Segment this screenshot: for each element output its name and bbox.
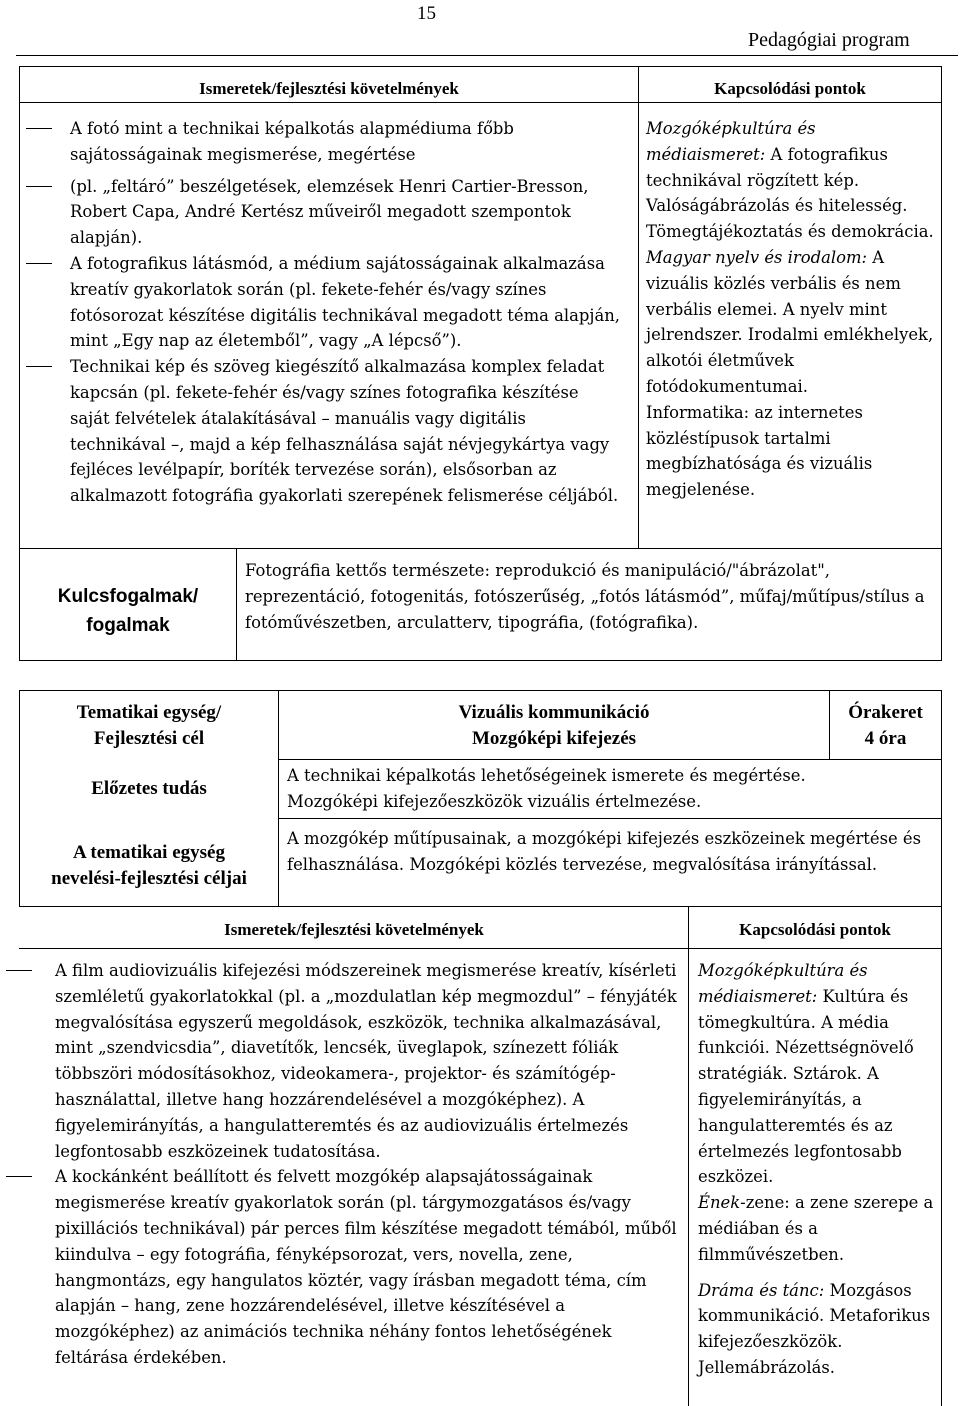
connection-item — [646, 116, 934, 245]
goals-label — [20, 840, 278, 892]
connection-item — [698, 958, 934, 1190]
requirements-title-2: Ismeretek/fejlesztési követelmények — [224, 920, 484, 939]
keywords-label-line: Kulcsfogalmak/ — [57, 586, 199, 607]
requirement-item: A kockánként beállított és felvett mozgókép alapsajátosságainak megismerése kreatív gyakorlatok során (pl. tárgymozgatásos és/vagy pixillációs technikával) pár perces film készítése megadott témából, műből kiindulva – egy fotográfia, fényképsorozat, vers, novella, zene, hangmontázs, egy hangulatos köztér, vagy írásban megadott téma, cím alapján – hang, zene hozzárendelésével, illetve készítésével a mozgóképhez) az animációs technika néhány fontos lehetőségének feltárása érdekében. — [0, 1164, 680, 1370]
connection-text: A fotografikus technikával rögzített kép. Valóságábrázolás és hitelesség. Tömegtájékoztatás és demokrácia. — [646, 144, 934, 242]
page-number: 15 — [417, 3, 436, 24]
prior-text: A technikai képalkotás lehetőségeinek ismerete és megértése. Mozgóképi kifejezőeszközök vizuális értelmezése. — [287, 766, 806, 811]
connections-title: Kapcsolódási pontok — [714, 79, 866, 98]
prior-label: Előzetes tudás — [91, 778, 207, 799]
connection-text: Informatika: az internetes közléstípusok tartalmi megbízhatósága és vizuális megjelenése. — [646, 402, 873, 500]
unit-label — [20, 700, 278, 752]
connections-title-2: Kapcsolódási pontok — [739, 920, 891, 939]
hours-label: Órakeret — [848, 702, 923, 723]
unit-title-line: Mozgóképi kifejezés — [471, 728, 637, 749]
connection-item — [698, 1190, 934, 1267]
unit-label-line: Tematikai egység/ — [76, 702, 222, 723]
header-rule — [16, 55, 958, 56]
keywords-label — [20, 582, 236, 640]
connection-text: -zene: a zene szerepe a médiában és a filmművészetben. — [698, 1193, 934, 1264]
connection-subject: Magyar nyelv és irodalom: — [646, 247, 868, 267]
requirement-item: A fotografikus látásmód, a médium sajátosságainak alkalmazása kreatív gyakorlatok során (pl. fekete-fehér és/vagy színes fotósorozat készítése digitális technikával megadott téma alapján, mint „Egy nap az életemből”, vagy „A lépcső”). — [20, 251, 620, 354]
requirement-item: A fotó mint a technikai képalkotás alapmédiuma főbb sajátosságainak megismerése, megértése — [20, 116, 620, 168]
requirement-item: (pl. „feltáró” beszélgetések, elemzések Henri Cartier-Bresson, Robert Capa, André Kertész műveiről megadott szempontok alapján). — [20, 174, 620, 251]
goals-text: A mozgókép műtípusainak, a mozgóképi kifejezés eszközeinek megértése és felhasználása. Mozgóképi közlés tervezése, megvalósítása irányítással. — [287, 829, 922, 874]
unit-title — [279, 700, 829, 752]
connection-text: A vizuális közlés verbális és nem verbális elemei. A nyelv mint jelrendszer. Irodalmi emlékhelyek, alkotói életművek fotódokumentumai. — [646, 247, 934, 396]
unit-label-line: Fejlesztési cél — [93, 728, 205, 749]
requirements-title: Ismeretek/fejlesztési követelmények — [199, 79, 459, 98]
keywords-label-line: fogalmak — [86, 615, 170, 636]
hours-value: 4 óra — [864, 728, 907, 749]
connection-subject: Mozgóképkultúra és médiaismeret: — [698, 961, 868, 1006]
connection-subject: Dráma és tánc: — [698, 1280, 825, 1300]
requirement-item: Technikai kép és szöveg kiegészítő alkalmazása komplex feladat kapcsán (pl. fekete-fehér és/vagy színes fotografika készítése saját felvételek átalakításával – manuális vagy digitális technikával –, majd a kép felhasználása saját névjegykártya vagy fejléces levélpapír, boríték tervezése során), elsősorban az alkalmazott fotográfia gyakorlati szerepének felismerése céljából. — [20, 354, 620, 509]
connection-item — [646, 400, 934, 503]
connection-subject: Mozgóképkultúra és médiaismeret: — [646, 119, 816, 164]
goals-label-line: A tematikai egység — [73, 842, 225, 863]
connections-cell — [646, 116, 934, 503]
program-title: Pedagógiai program — [748, 29, 910, 51]
connection-item — [698, 1278, 934, 1381]
hours — [830, 700, 941, 752]
connection-item — [646, 245, 934, 400]
connection-text: Mozgásos kommunikáció. Metaforikus kifejezőeszközök. Jellemábrázolás. — [698, 1280, 931, 1377]
requirement-item: A film audiovizuális kifejezési módszereinek megismerése kreatív, kísérleti szemléletű gyakorlatokkal (pl. a „mozdulatlan kép megmozdul” – fényjáték megvalósítása egyszerű megoldások, eszközök, technika alkalmazásával, mint „szendvicsdia”, diavetítők, lencsék, üveglapok, színezett fóliák többszöri módosításokhoz, videokamera-, projektor- és számítógép-használattal, illetve hang hozzárendelésével a mozgóképhez). A figyelemirányítás, a hangulatteremtés és az audiovizuális értelmezés legfontosabb eszközeinek tudatosítása. — [0, 958, 680, 1164]
connection-text: Kultúra és tömegkultúra. A média funkciói. Nézettségnövelő stratégiák. Sztárok. A figyelemirányítás, a hangulatteremtés és az értelmezés legfontosabb eszközei. — [698, 986, 914, 1187]
unit-title-line: Vizuális kommunikáció — [458, 702, 650, 723]
goals-label-line: nevelési-fejlesztési céljai — [51, 868, 247, 889]
requirements-list-2 — [0, 958, 680, 1371]
keywords-text: Fotográfia kettős természete: reprodukció és manipuláció/"ábrázolat", reprezentáció, fotogenitás, fotószerűség, „fotós látásmód”, műfaj/műtípus/stílus a fotóművészetben, arculatterv, tipográfia, (fotógrafika). — [245, 561, 925, 632]
requirements-list — [20, 116, 620, 509]
connections-cell-2 — [698, 958, 934, 1381]
connection-subject: Ének — [698, 1193, 741, 1213]
